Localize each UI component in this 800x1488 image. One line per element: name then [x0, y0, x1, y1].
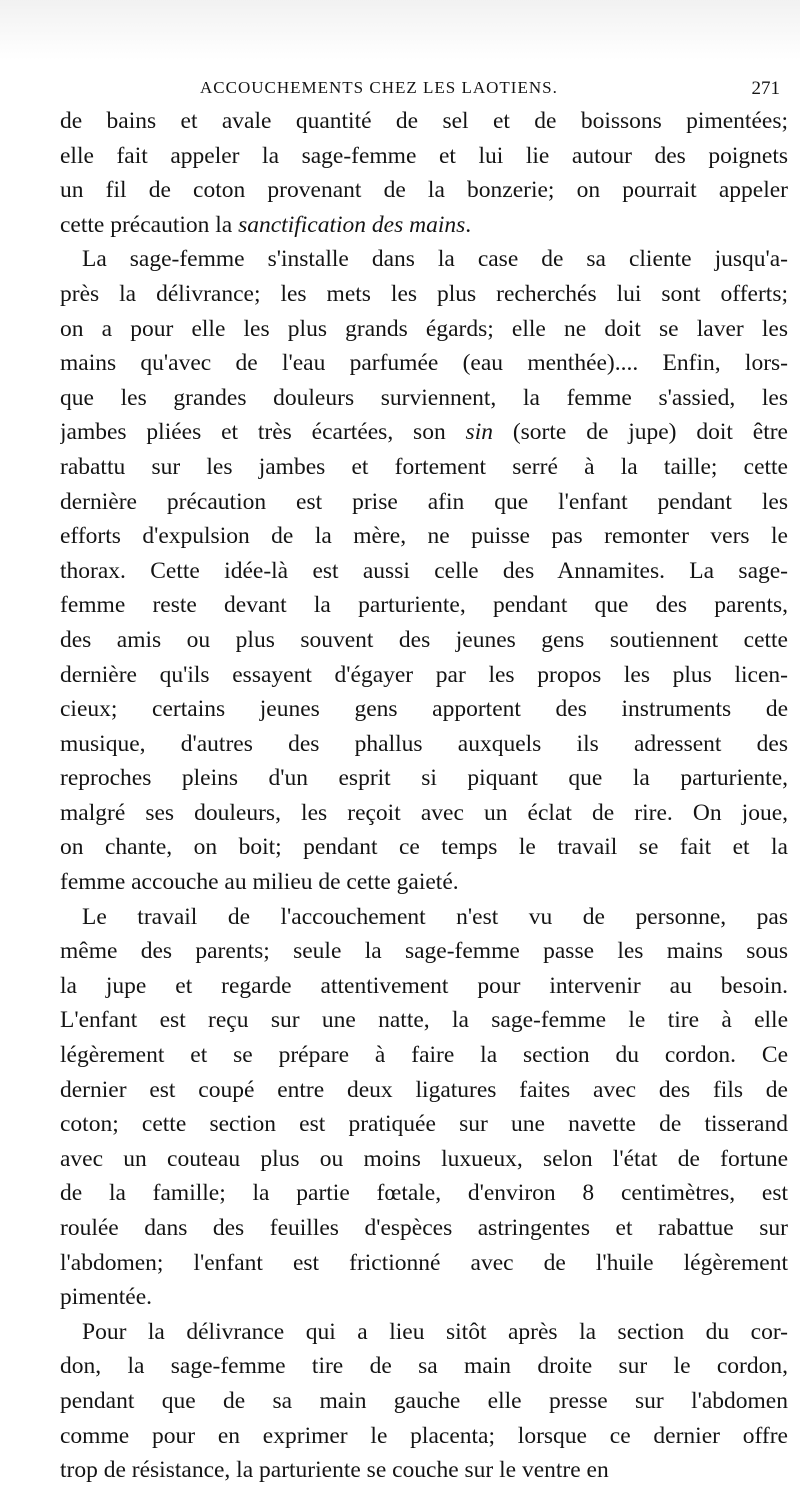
text-line — [60, 242, 788, 277]
line-text: des amis ou plus souvent des jeunes gens soutiennent cette — [60, 626, 788, 653]
line-text: thorax. Cette idée-là est aussi celle des Annamites. La sage- — [60, 557, 788, 584]
text-line — [60, 312, 788, 347]
line-text: roulée dans des feuilles d'espèces astringentes et rabattue sur — [60, 1215, 788, 1241]
text-line — [60, 1349, 788, 1384]
line-text: comme pour en exprimer le placenta; lorsque ce dernier offre — [60, 1422, 788, 1449]
line-text: pendant que de sa main gauche elle presse sur l'abdomen — [60, 1387, 788, 1414]
line-text: L'enfant est reçu sur une natte, la sage-femme le tire à elle — [60, 1007, 788, 1034]
text-line — [60, 208, 788, 243]
line-text: Pour la délivrance qui a lieu sitôt après la section du cor- — [82, 1318, 788, 1345]
text-line — [60, 381, 788, 416]
line-text: reproches pleins d'un esprit si piquant que la parturiente, — [60, 765, 788, 792]
text-line — [60, 1211, 788, 1246]
line-text: musique, d'autres des phallus auxquels ils adressent des — [60, 730, 788, 757]
line-text: elle fait appeler la sage-femme et lui lie autour des poignets — [60, 142, 788, 169]
text-line — [60, 554, 788, 589]
text-line — [60, 692, 788, 727]
body-text — [60, 104, 788, 1488]
line-text: mains qu'avec de l'eau parfumée (eau menthée).... Enfin, lors- — [60, 350, 788, 377]
text-line — [60, 1384, 788, 1419]
running-title: ACCOUCHEMENTS CHEZ LES LAOTIENS. — [200, 78, 558, 97]
text-line — [60, 588, 788, 623]
line-text: femme reste devant la parturiente, pendant que des parents, — [60, 592, 788, 619]
line-text: dernière qu'ils essayent d'égayer par les propos les plus licen- — [60, 661, 788, 688]
italic-term: sanctification des mains — [238, 211, 466, 238]
line-text: malgré ses douleurs, les reçoit avec un éclat de rire. On joue, — [60, 799, 788, 826]
text-line — [60, 796, 788, 831]
line-text: légèrement et se prépare à faire la section du cordon. Ce — [60, 1042, 788, 1069]
text-line — [60, 1142, 788, 1177]
text-line — [60, 865, 788, 900]
text-line — [60, 1003, 788, 1038]
line-text: la jupe et regarde attentivement pour intervenir au besoin. — [60, 972, 788, 999]
text-line — [60, 761, 788, 796]
scan-edge-shading — [0, 0, 800, 60]
text-line — [60, 658, 788, 693]
line-text: cette précaution la — [60, 211, 239, 238]
page-number: 271 — [751, 78, 780, 99]
text-line — [60, 450, 788, 485]
text-line — [60, 415, 788, 450]
line-text: don, la sage-femme tire de sa main droite sur le cordon, — [60, 1353, 788, 1380]
text-line — [60, 1107, 788, 1142]
line-text: pimentée. — [60, 1284, 153, 1311]
line-text-after: (sorte de jupe) doit être — [492, 419, 788, 446]
line-text: femme accouche au milieu de cette gaieté. — [60, 869, 459, 896]
text-line — [60, 1453, 788, 1488]
paragraph — [60, 242, 788, 899]
text-line — [60, 623, 788, 658]
line-text: avec un couteau plus ou moins luxueux, selon l'état de fortune — [60, 1145, 788, 1172]
line-text: La sage-femme s'installe dans la case de sa cliente jusqu'a- — [82, 246, 788, 273]
text-line — [60, 1280, 788, 1315]
text-line — [60, 346, 788, 381]
line-text: de bains et avale quantité de sel et de boissons pimentées; — [60, 108, 788, 134]
line-text: de la famille; la partie fœtale, d'environ 8 centimètres, est — [60, 1180, 788, 1207]
text-line — [60, 1419, 788, 1454]
text-line — [60, 830, 788, 865]
line-text-after: . — [465, 211, 472, 238]
line-text: même des parents; seule la sage-femme passe les mains sous — [60, 938, 788, 965]
line-text: trop de résistance, la parturiente se couche sur le ventre en — [60, 1457, 609, 1484]
text-line — [60, 104, 788, 139]
text-line — [60, 173, 788, 208]
text-line — [60, 485, 788, 520]
line-text: on a pour elle les plus grands égards; elle ne doit se laver les — [60, 315, 788, 342]
paragraph — [60, 104, 788, 242]
text-line — [60, 1246, 788, 1281]
italic-term: sin — [465, 419, 493, 446]
line-text: jambes pliées et très écartées, son — [60, 419, 466, 446]
line-text: on chante, on boit; pendant ce temps le travail se fait et la — [60, 834, 788, 861]
line-text: l'abdomen; l'enfant est frictionné avec de l'huile légèrement — [60, 1249, 788, 1276]
text-line — [60, 934, 788, 969]
line-text: près la délivrance; les mets les plus recherchés lui sont offerts; — [60, 280, 788, 307]
running-header — [60, 78, 790, 102]
text-line — [60, 727, 788, 762]
text-line — [60, 1315, 788, 1350]
text-line — [60, 519, 788, 554]
paragraph — [60, 1315, 788, 1488]
text-line — [60, 277, 788, 312]
text-line — [60, 1073, 788, 1108]
paragraph — [60, 900, 788, 1315]
line-text: dernier est coupé entre deux ligatures faites avec des fils de — [60, 1076, 788, 1103]
text-line — [60, 900, 788, 935]
line-text: que les grandes douleurs surviennent, la femme s'assied, les — [60, 384, 788, 411]
line-text: dernière précaution est prise afin que l'enfant pendant les — [60, 488, 788, 515]
line-text: Le travail de l'accouchement n'est vu de personne, pas — [82, 903, 788, 930]
text-line — [60, 1176, 788, 1211]
line-text: coton; cette section est pratiquée sur une navette de tisserand — [60, 1111, 788, 1138]
text-line — [60, 139, 788, 174]
line-text: rabattu sur les jambes et fortement serré à la taille; cette — [60, 453, 788, 480]
line-text: cieux; certains jeunes gens apportent des instruments de — [60, 696, 788, 723]
text-line — [60, 969, 788, 1004]
line-text: un fil de coton provenant de la bonzerie; on pourrait appeler — [60, 177, 788, 204]
line-text: efforts d'expulsion de la mère, ne puisse pas remonter vers le — [60, 523, 788, 550]
text-line — [60, 1038, 788, 1073]
